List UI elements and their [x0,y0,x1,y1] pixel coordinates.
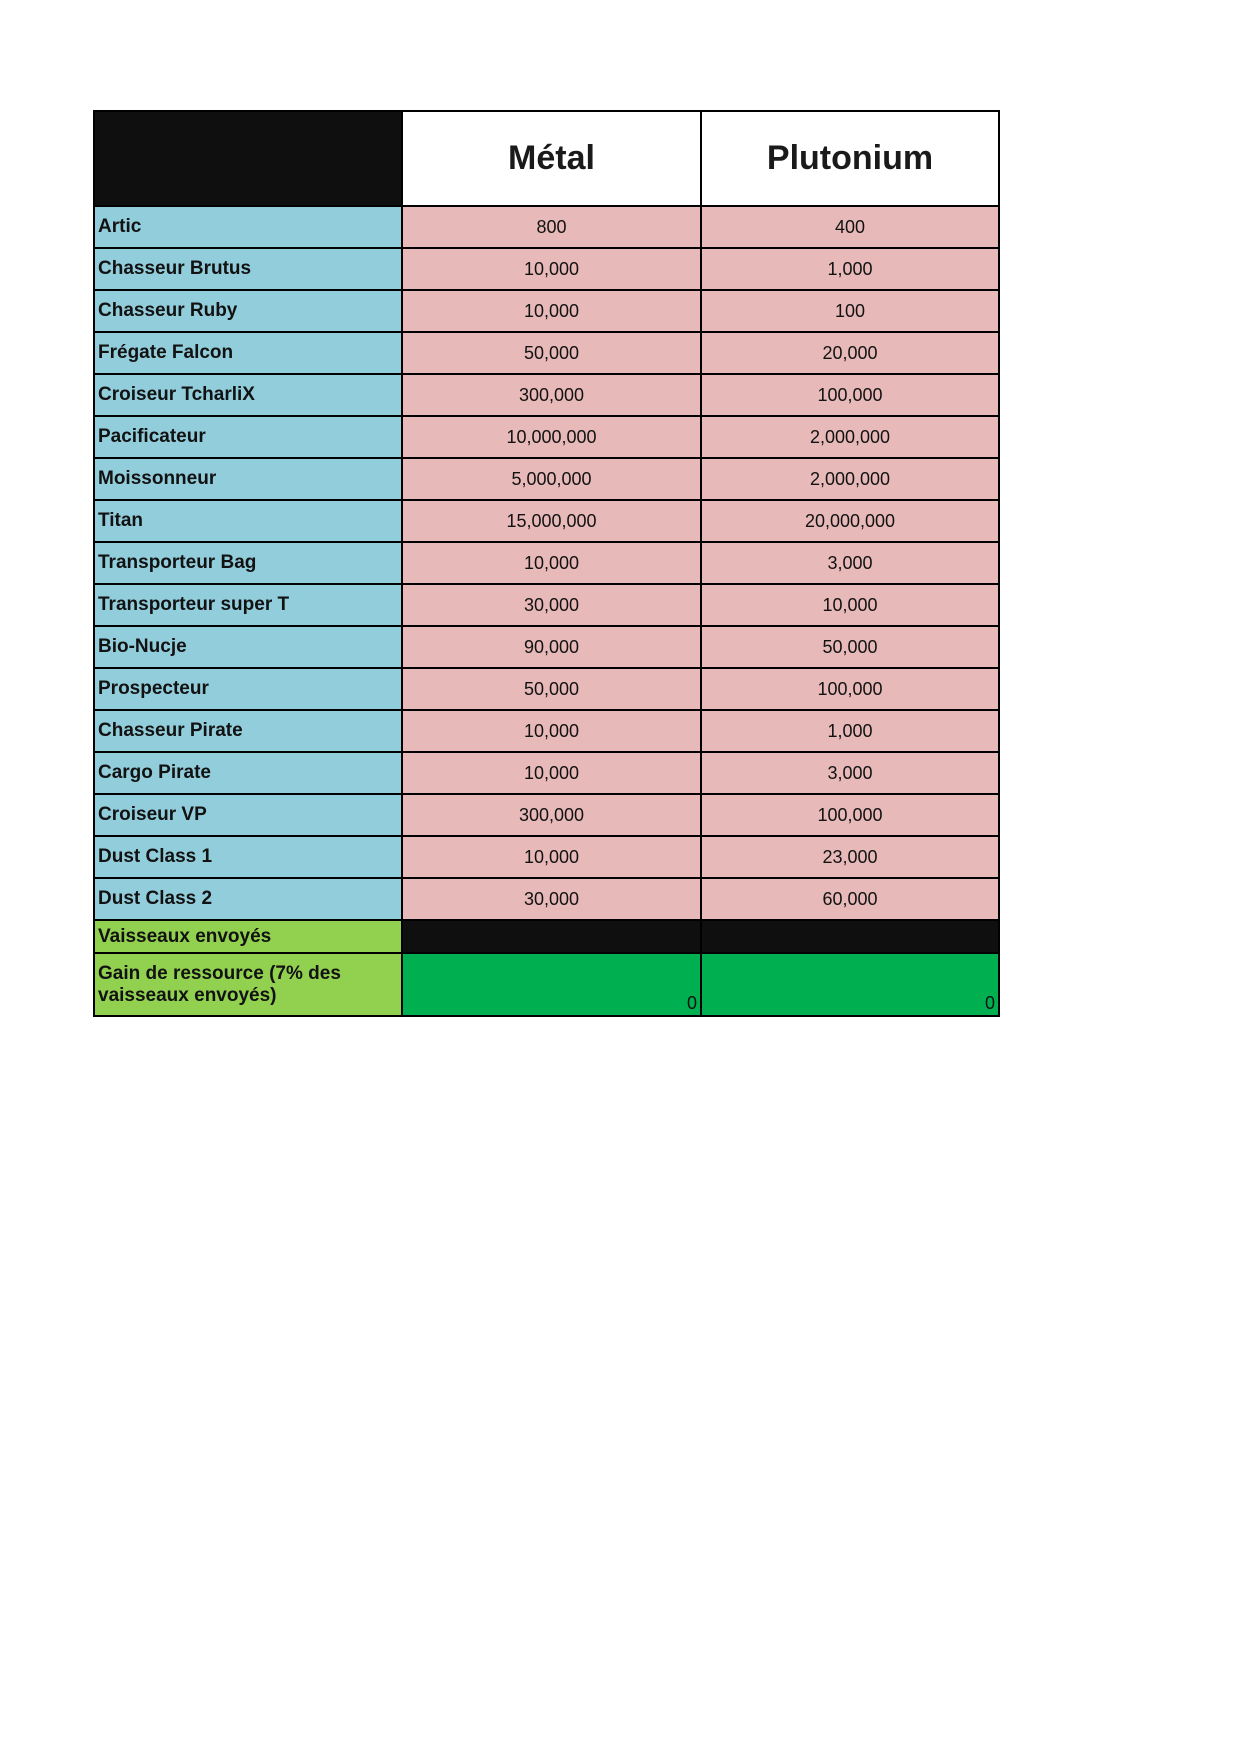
plutonium-value-cell: 100,000 [701,794,999,836]
table-row [94,584,999,626]
ship-name-cell: Frégate Falcon [94,332,402,374]
resource-gain-label: Gain de ressource (7% des vaisseaux envoyés) [94,953,402,1016]
table-row [94,248,999,290]
column-header-metal: Métal [402,111,701,206]
plutonium-value-cell: 2,000,000 [701,458,999,500]
ship-name-cell: Bio-Nucje [94,626,402,668]
table-row [94,290,999,332]
metal-value-cell: 10,000 [402,836,701,878]
ship-name-cell: Transporteur super T [94,584,402,626]
metal-value-cell: 800 [402,206,701,248]
column-header-plutonium: Plutonium [701,111,999,206]
metal-value-cell: 10,000 [402,290,701,332]
plutonium-value-cell: 10,000 [701,584,999,626]
table-row [94,500,999,542]
plutonium-value-cell: 1,000 [701,710,999,752]
ship-name-cell: Transporteur Bag [94,542,402,584]
plutonium-value-cell: 1,000 [701,248,999,290]
ship-name-cell: Moissonneur [94,458,402,500]
table-row [94,710,999,752]
table-row [94,878,999,920]
metal-value-cell: 90,000 [402,626,701,668]
metal-value-cell: 300,000 [402,794,701,836]
plutonium-value-cell: 50,000 [701,626,999,668]
plutonium-value-cell: 20,000,000 [701,500,999,542]
plutonium-value-cell: 100,000 [701,374,999,416]
ship-name-cell: Chasseur Ruby [94,290,402,332]
plutonium-value-cell: 100,000 [701,668,999,710]
plutonium-value-cell: 100 [701,290,999,332]
ship-name-cell: Prospecteur [94,668,402,710]
table-row [94,836,999,878]
metal-value-cell: 15,000,000 [402,500,701,542]
metal-value-cell: 10,000 [402,710,701,752]
ships-sent-row [94,920,999,953]
ship-name-cell: Croiseur TcharliX [94,374,402,416]
plutonium-value-cell: 3,000 [701,542,999,584]
ships-sent-metal-cell [402,920,701,953]
metal-value-cell: 30,000 [402,584,701,626]
resource-gain-metal-value: 0 [402,953,701,1016]
table-row [94,458,999,500]
metal-value-cell: 50,000 [402,668,701,710]
table-row [94,206,999,248]
ship-name-cell: Dust Class 2 [94,878,402,920]
table-row [94,416,999,458]
table-row [94,668,999,710]
resource-gain-plutonium-value: 0 [701,953,999,1016]
plutonium-value-cell: 400 [701,206,999,248]
metal-value-cell: 10,000,000 [402,416,701,458]
table-row [94,626,999,668]
table-row [94,542,999,584]
metal-value-cell: 5,000,000 [402,458,701,500]
plutonium-value-cell: 60,000 [701,878,999,920]
ship-name-cell: Chasseur Pirate [94,710,402,752]
metal-value-cell: 300,000 [402,374,701,416]
resource-cost-table [93,110,1000,1017]
ship-name-cell: Pacificateur [94,416,402,458]
metal-value-cell: 50,000 [402,332,701,374]
ships-sent-plutonium-cell [701,920,999,953]
ship-name-cell: Chasseur Brutus [94,248,402,290]
metal-value-cell: 10,000 [402,248,701,290]
ship-name-cell: Artic [94,206,402,248]
ship-name-cell: Croiseur VP [94,794,402,836]
resource-gain-row [94,953,999,1016]
ship-name-cell: Titan [94,500,402,542]
table-row [94,794,999,836]
table-row [94,332,999,374]
plutonium-value-cell: 2,000,000 [701,416,999,458]
plutonium-value-cell: 23,000 [701,836,999,878]
table-row [94,374,999,416]
metal-value-cell: 10,000 [402,542,701,584]
ship-name-cell: Cargo Pirate [94,752,402,794]
metal-value-cell: 30,000 [402,878,701,920]
header-row [94,111,999,206]
ships-sent-label: Vaisseaux envoyés [94,920,402,953]
table-row [94,752,999,794]
metal-value-cell: 10,000 [402,752,701,794]
plutonium-value-cell: 20,000 [701,332,999,374]
ship-name-cell: Dust Class 1 [94,836,402,878]
corner-cell [94,111,402,206]
plutonium-value-cell: 3,000 [701,752,999,794]
